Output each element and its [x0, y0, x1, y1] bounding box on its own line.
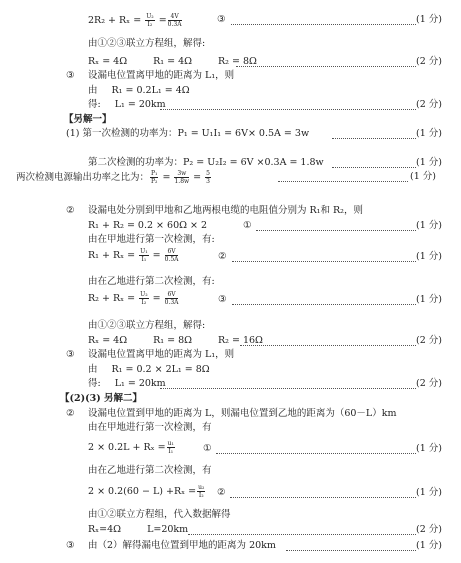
text-line: 由 R₁ = 0.2 × 2L₁ = 8Ω [88, 364, 210, 375]
text-line: 由在甲地进行第一次检测，有: [88, 234, 215, 245]
step-number: ③ [66, 70, 75, 81]
dotted-leader [232, 261, 416, 262]
text-line: 由在甲地进行第一次检测，有 [88, 422, 212, 433]
equation-line: R₁ + R₂ = 0.2 × 60Ω × 2 [88, 220, 208, 231]
text-line: 设漏电位置离甲地的距离为 L₁，则 [88, 349, 235, 360]
text-line: 设漏电位置到甲地的距离为 L，则漏电位置到乙地的距离为（60－L）km [88, 408, 397, 419]
score-label: (1 分) [410, 171, 436, 182]
result-line: Rₓ = 4Ω R₁ = 4Ω R₂ = 8Ω [88, 56, 257, 67]
result-line: 得: L₁ = 20km [88, 99, 166, 110]
equation-line: R₂ + Rₓ = $\frac{\text{U₂}}{\text{I₂}}$ = $\frac{6V}{0.3A}$ [88, 291, 179, 306]
dotted-leader [332, 167, 416, 168]
equation-tag: ③ [217, 14, 226, 25]
text-line: 由 R₁ = 0.2L₁ = 4Ω [88, 85, 190, 96]
dotted-leader [188, 534, 416, 535]
equation-tag: ③ [218, 294, 227, 305]
score-label: (2 分) [416, 378, 442, 389]
score-label: (1 分) [416, 14, 442, 25]
score-label: (2 分) [416, 56, 442, 67]
text-line: 由①②③联立方程组，解得: [88, 320, 206, 331]
result-line: Rₓ = 4Ω R₁ = 8Ω R₂ = 16Ω [88, 335, 263, 346]
dotted-leader [160, 109, 416, 110]
equation-line: 2R₂ + Rₓ = $\frac{\text{U₂}}{\text{I₂}}$ = $\frac{4V}{0.3A}$ [88, 13, 182, 28]
score-label: (2 分) [416, 99, 442, 110]
step-number: ③ [66, 349, 75, 360]
text-line: 由在乙地进行第二次检测，有 [88, 465, 212, 476]
score-label: (1 分) [416, 220, 442, 231]
text-line: 由①②③联立方程组，解得: [88, 38, 206, 49]
text-line: 由（2）解得漏电位置到甲地的距离为 20km [88, 540, 276, 551]
score-label: (1 分) [416, 251, 442, 262]
dotted-leader [240, 345, 416, 346]
equation-tag: ② [218, 251, 227, 262]
dotted-leader [160, 388, 416, 389]
score-label: (1 分) [416, 487, 442, 498]
score-label: (1 分) [416, 157, 442, 168]
dotted-leader [256, 230, 416, 231]
result-line: 得: L₁ = 20km [88, 378, 166, 389]
step-number: ② [66, 408, 75, 419]
dotted-leader [230, 497, 416, 498]
text-line: 设漏电处分别到甲地和乙地两根电缆的电阻值分别为 R₁和 R₂，则 [88, 205, 363, 216]
equation-tag: ① [203, 443, 212, 454]
score-label: (1 分) [416, 294, 442, 305]
dotted-leader [286, 550, 416, 551]
ratio-line: 两次检测电源输出功率之比为： $\frac{\text{P₁}}{\text{P₂}}$ = $\frac{3w}{1.8w}$ = $\frac{5}{3}$ [16, 170, 210, 185]
dotted-leader [236, 66, 416, 67]
equation-line: 2 × 0.2(60 − L) +Rₓ = $\frac{\text{u₂}}{\text{I₂}}$ [88, 484, 205, 499]
text-line: (1) 第一次检测的功率为：P₁ = U₁I₁ = 6V× 0.5A = 3w [66, 128, 310, 139]
step-number: ② [66, 205, 75, 216]
text-line: 设漏电位置离甲地的距离为 L₁，则 [88, 70, 235, 81]
section-heading: 【另解一】 [64, 114, 112, 125]
step-number: ③ [66, 540, 75, 551]
equation-line: 2 × 0.2L + Rₓ = $\frac{\text{u₁}}{\text{I₁}}$ [88, 440, 174, 455]
text-line: 由①②联立方程组，代入数据解得 [88, 509, 231, 520]
score-label: (1 分) [416, 128, 442, 139]
dotted-leader [332, 138, 416, 139]
dotted-leader [216, 453, 416, 454]
dotted-leader [232, 304, 416, 305]
text-line: 第二次检测的功率为：P₂ = U₂I₂ = 6V ×0.3A = 1.8w [88, 157, 324, 168]
score-label: (2 分) [416, 335, 442, 346]
section-heading: 【(2)(3) 另解二】 [60, 393, 143, 404]
equation-line: R₁ + Rₓ = $\frac{\text{U₁}}{\text{I₁}}$ = $\frac{6V}{0.5A}$ [88, 248, 179, 263]
equation-tag: ① [243, 220, 252, 231]
score-label: (1 分) [416, 443, 442, 454]
equation-tag: ② [217, 487, 226, 498]
dotted-leader [278, 181, 408, 182]
score-label: (1 分) [416, 540, 442, 551]
result-line: Rₓ=4Ω L=20km [88, 524, 189, 535]
text-line: 由在乙地进行第二次检测，有: [88, 276, 215, 287]
score-label: (2 分) [416, 524, 442, 535]
dotted-leader [231, 24, 416, 25]
